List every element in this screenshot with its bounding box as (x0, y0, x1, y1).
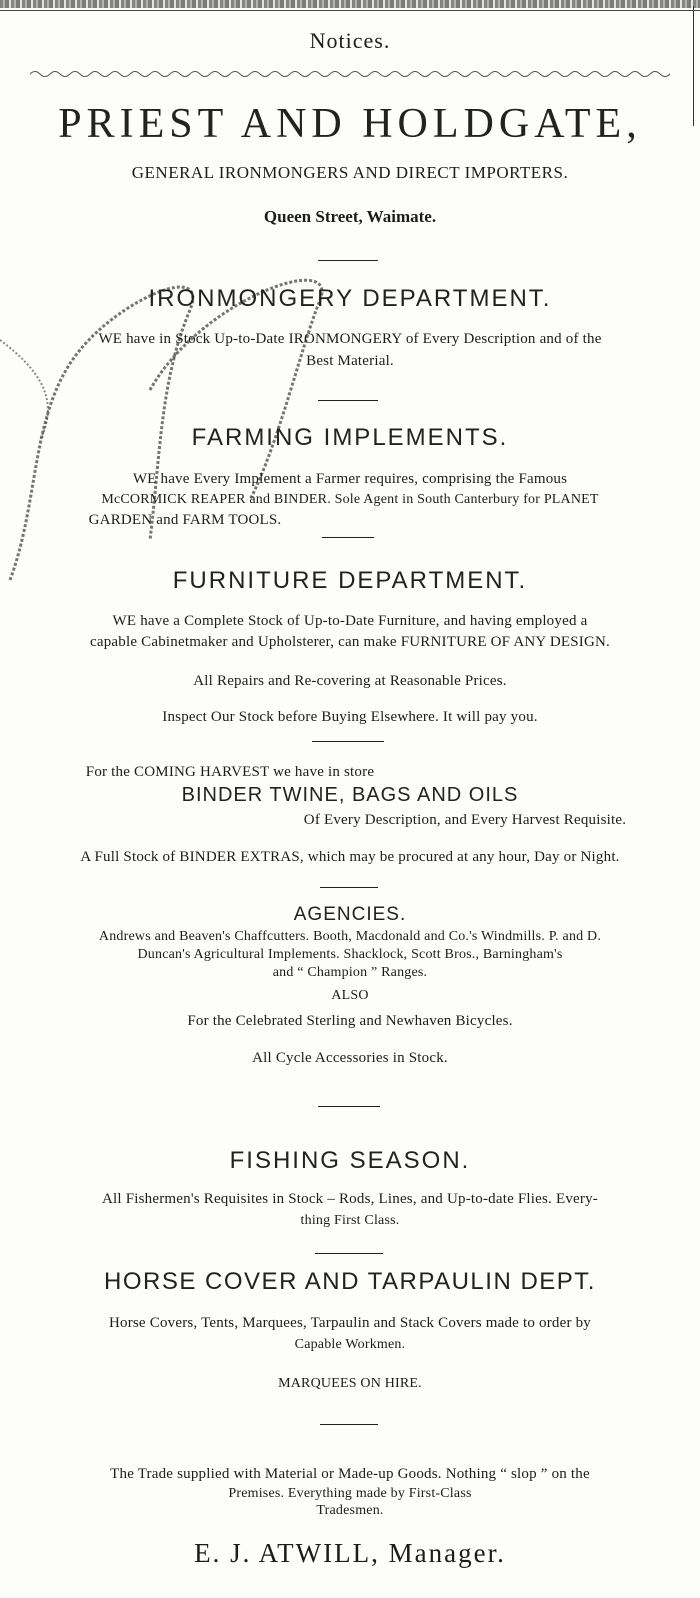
horsecover-text-2: Capable Workmen. (294, 1337, 406, 1352)
farming-text-1: WE have Every Implement a Farmer requires, comprising the Famous (132, 471, 568, 487)
section-divider (320, 1424, 378, 1425)
top-border-line (0, 10, 700, 11)
firm-name: PRIEST AND HOLDGATE, (58, 101, 642, 147)
trade-text-2: Premises. Everything made by First-Class (228, 1486, 472, 1501)
furniture-text-2: capable Cabinetmaker and Upholsterer, can make FURNITURE OF ANY DESIGN. (89, 634, 610, 650)
agencies-text-2: Duncan's Agricultural Implements. Shacklock, Scott Bros., Barningham's (137, 947, 563, 962)
furniture-inspect: Inspect Our Stock before Buying Elsewhere. It will pay you. (162, 709, 538, 725)
farming-text-3: GARDEN and FARM TOOLS. (88, 512, 282, 528)
farming-heading: FARMING IMPLEMENTS. (191, 424, 509, 451)
horsecover-heading: HORSE COVER AND TARPAULIN DEPT. (104, 1268, 596, 1295)
fishing-text-1: All Fishermen's Requisites in Stock – Rods, Lines, and Up-to-date Flies. Every- (102, 1191, 598, 1207)
section-divider (320, 887, 378, 888)
furniture-text-1: WE have a Complete Stock of Up-to-Date Furniture, and having employed a (112, 613, 588, 629)
farming-text-2: McCORMICK REAPER and BINDER. Sole Agent in South Canterbury for PLANET (101, 492, 599, 507)
agencies-also: ALSO (331, 988, 369, 1003)
section-divider (315, 1253, 383, 1254)
section-divider (322, 537, 374, 538)
fishing-text-2: thing First Class. (300, 1213, 400, 1228)
harvest-heading: BINDER TWINE, BAGS AND OILS (181, 784, 519, 806)
section-divider (318, 1106, 380, 1107)
firm-trade: GENERAL IRONMONGERS AND DIRECT IMPORTERS. (131, 163, 569, 182)
trade-text-3: Tradesmen. (316, 1503, 384, 1518)
ironmongery-text-1: WE have in Stock Up-to-Date IRONMONGERY of Every Description and of the (98, 331, 602, 347)
ironmongery-heading: IRONMONGERY DEPARTMENT. (148, 285, 552, 312)
manager-signature: E. J. ATWILL, Manager. (194, 1538, 506, 1568)
furniture-heading: FURNITURE DEPARTMENT. (172, 567, 528, 594)
section-divider (318, 400, 378, 401)
agencies-accessories: All Cycle Accessories in Stock. (252, 1050, 448, 1066)
agencies-bicycles: For the Celebrated Sterling and Newhaven Bicycles. (187, 1013, 513, 1029)
harvest-requisite: Of Every Description, and Every Harvest Requisite. (303, 812, 627, 828)
section-divider (318, 260, 378, 261)
agencies-text-1: Andrews and Beaven's Chaffcutters. Booth, Macdonald and Co.'s Windmills. P. and D. (98, 929, 602, 944)
section-divider (312, 741, 384, 742)
furniture-repairs: All Repairs and Re-covering at Reasonable Prices. (193, 673, 507, 689)
harvest-extras: A Full Stock of BINDER EXTRAS, which may be procured at any hour, Day or Night. (80, 849, 620, 865)
firm-address: Queen Street, Waimate. (263, 207, 437, 226)
torn-top-edge (0, 0, 700, 8)
horsecover-text-1: Horse Covers, Tents, Marquees, Tarpaulin and Stack Covers made to order by (108, 1315, 592, 1331)
horsecover-hire: MARQUEES ON HIRE. (278, 1376, 422, 1391)
wavy-divider (30, 68, 670, 80)
agencies-heading: AGENCIES. (293, 904, 407, 925)
trade-text-1: The Trade supplied with Material or Made-up Goods. Nothing “ slop ” on the (110, 1466, 590, 1482)
fishing-heading: FISHING SEASON. (229, 1147, 471, 1174)
agencies-text-3: and “ Champion ” Ranges. (272, 965, 428, 980)
notices-title: Notices. (309, 28, 391, 53)
harvest-intro: For the COMING HARVEST we have in store (85, 764, 375, 780)
ironmongery-text-2: Best Material. (306, 353, 394, 369)
